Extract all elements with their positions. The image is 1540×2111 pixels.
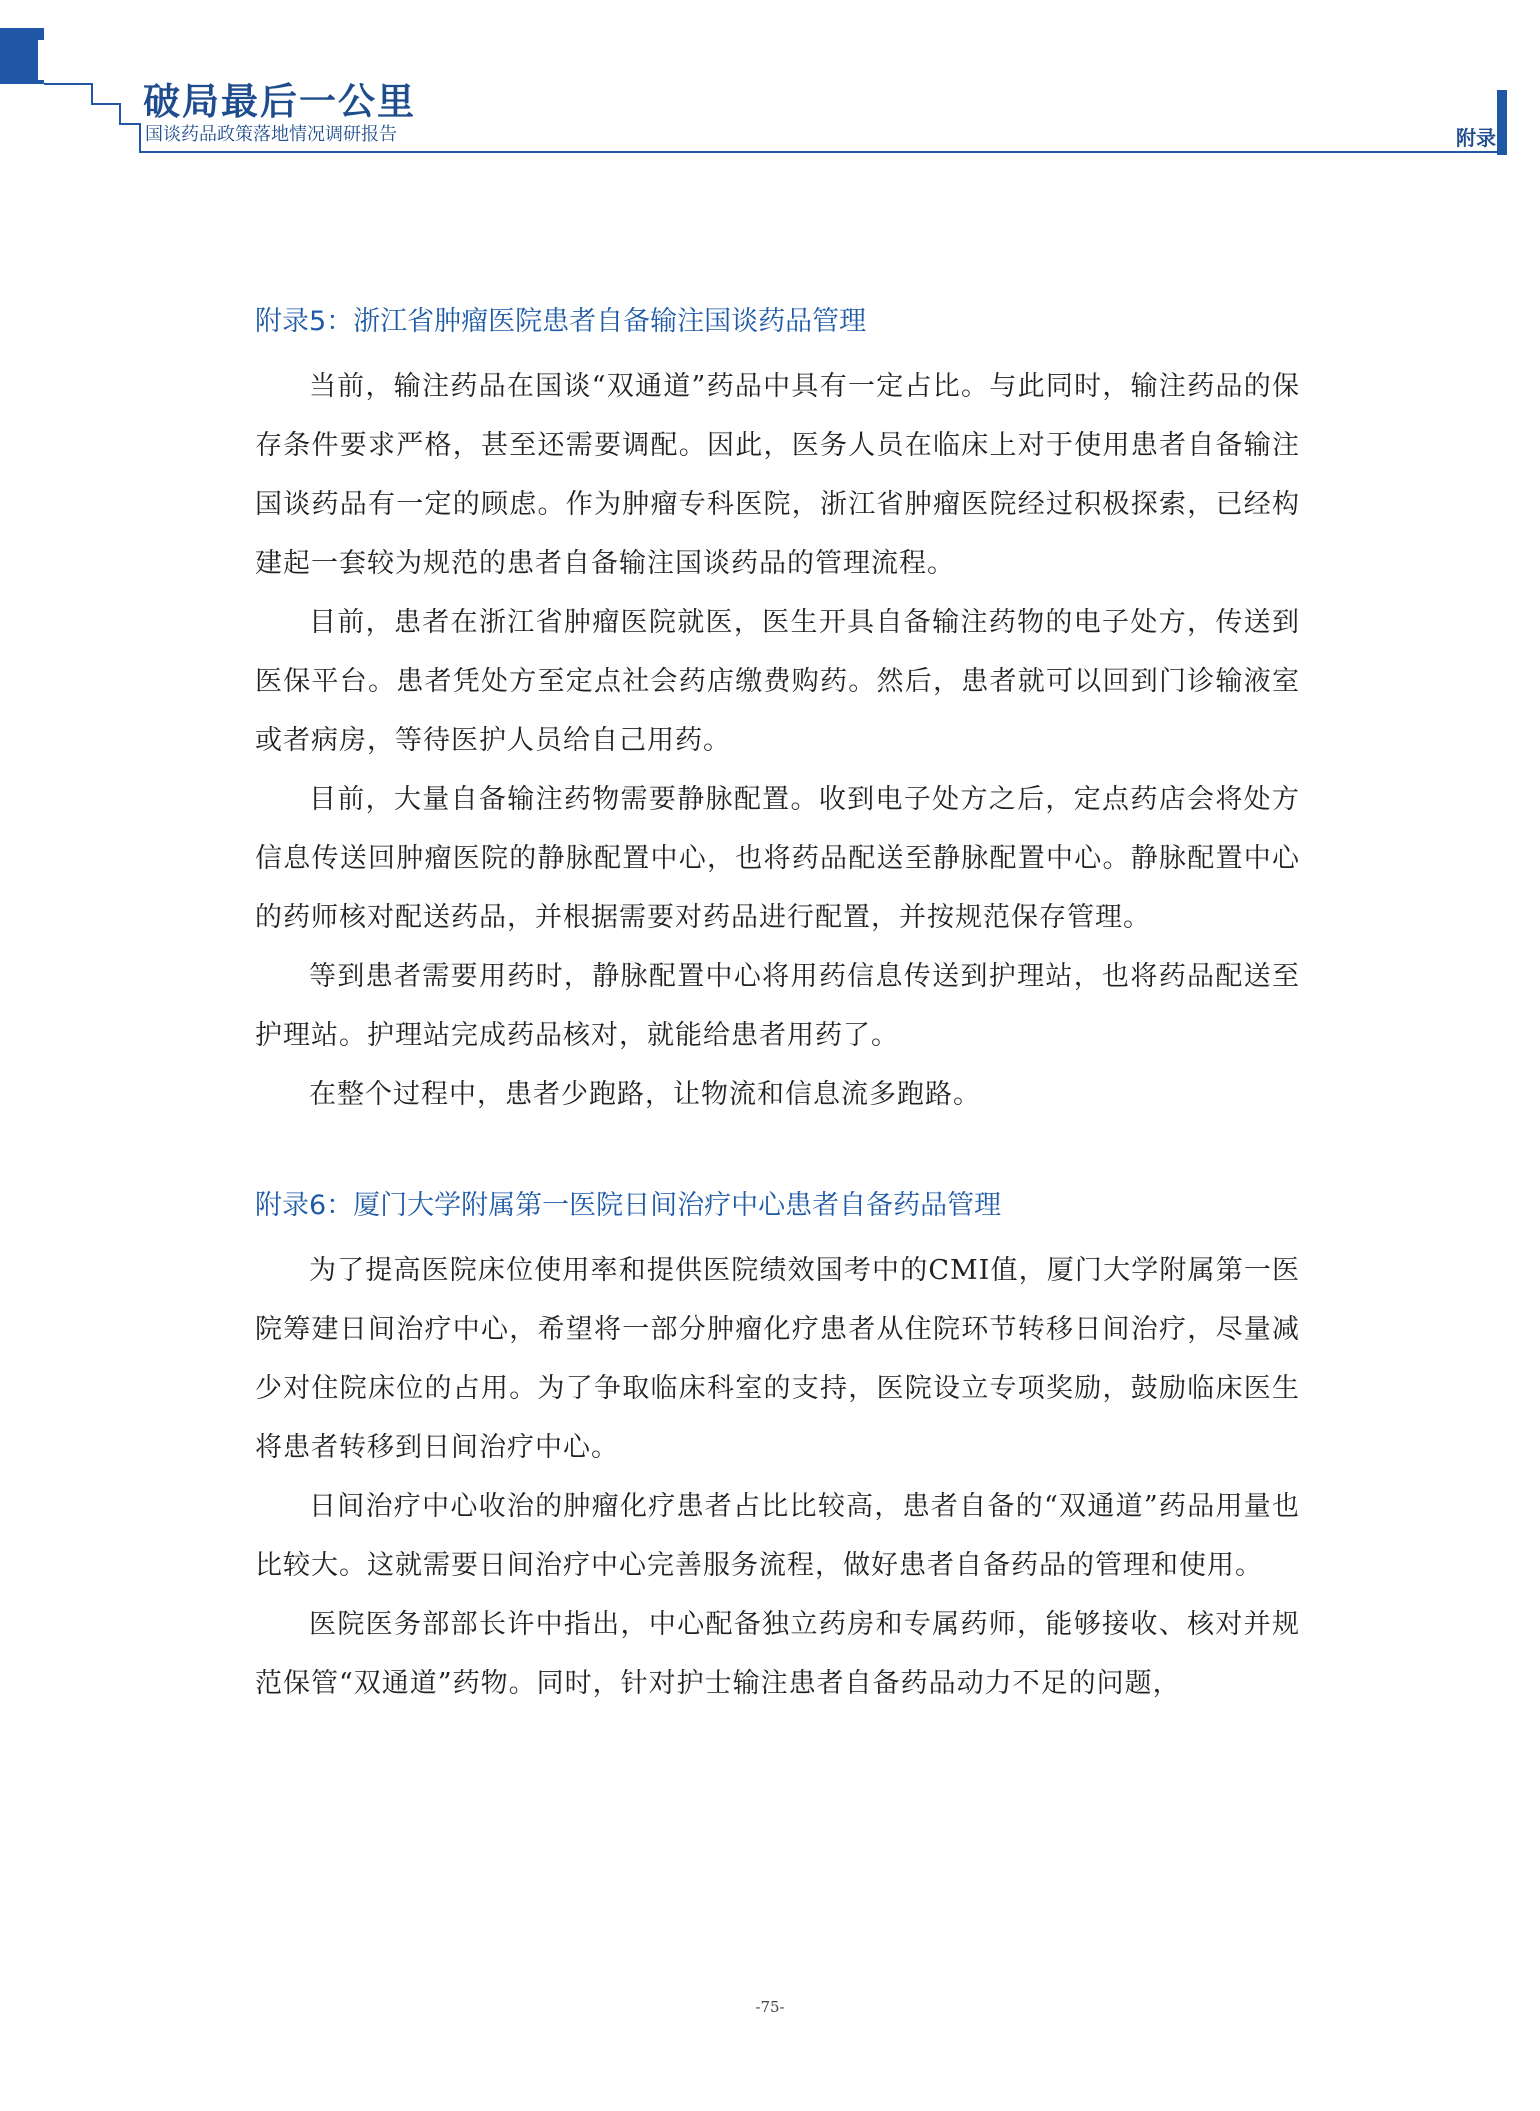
- paragraph: 日间治疗中心收治的肿瘤化疗患者占比比较高，患者自备的“双通道”药品用量也比较大。这就需要日间治疗中心完善服务流程，做好患者自备药品的管理和使用。: [255, 1491, 1300, 1581]
- appendix-6: [255, 1186, 1300, 1713]
- header-corner-notch: [38, 40, 44, 80]
- paragraph: 医院医务部部长许中指出，中心配备独立药房和专属药师，能够接收、核对并规范保管“双通道”药物。同时，针对护士输注患者自备药品动力不足的问题，: [255, 1609, 1300, 1699]
- appendix-5-heading: 附录5：浙江省肿瘤医院患者自备输注国谈药品管理: [255, 306, 867, 337]
- paragraph: 目前，大量自备输注药物需要静脉配置。收到电子处方之后，定点药店会将处方信息传送回肿瘤医院的静脉配置中心，也将药品配送至静脉配置中心。静脉配置中心的药师核对配送药品，并根据需要对药品进行配置，并按规范保存管理。: [255, 784, 1300, 933]
- paragraph: 为了提高医院床位使用率和提供医院绩效国考中的CMI值，厦门大学附属第一医院筹建日间治疗中心，希望将一部分肿瘤化疗患者从住院环节转移日间治疗，尽量减少对住院床位的占用。为了争取临床科室的支持，医院设立专项奖励，鼓励临床医生将患者转移到日间治疗中心。: [255, 1255, 1300, 1463]
- main-content: [255, 302, 1300, 1713]
- section-label: 附录: [1456, 126, 1496, 150]
- appendix-5: [255, 302, 1300, 1124]
- section-marker-bar: [1497, 90, 1507, 155]
- report-title: 破局最后一公里: [143, 80, 416, 123]
- paragraph: 目前，患者在浙江省肿瘤医院就医，医生开具自备输注药物的电子处方，传送到医保平台。患者凭处方至定点社会药店缴费购药。然后，患者就可以回到门诊输液室或者病房，等待医护人员给自己用药。: [255, 607, 1300, 756]
- paragraph: 当前，输注药品在国谈“双通道”药品中具有一定占比。与此同时，输注药品的保存条件要求严格，甚至还需要调配。因此，医务人员在临床上对于使用患者自备输注国谈药品有一定的顾虑。作为肿瘤专科医院，浙江省肿瘤医院经过积极探索，已经构建起一套较为规范的患者自备输注国谈药品的管理流程。: [255, 371, 1300, 579]
- paragraph: 等到患者需要用药时，静脉配置中心将用药信息传送到护理站，也将药品配送至护理站。护理站完成药品核对，就能给患者用药了。: [255, 961, 1300, 1051]
- paragraph: 在整个过程中，患者少跑路，让物流和信息流多跑路。: [309, 1079, 981, 1110]
- page-number: -75-: [755, 1998, 785, 2016]
- header-corner-block: [0, 28, 44, 84]
- report-subtitle: 国谈药品政策落地情况调研报告: [145, 124, 397, 145]
- appendix-6-heading: 附录6：厦门大学附属第一医院日间治疗中心患者自备药品管理: [255, 1190, 1002, 1221]
- page-header: [0, 0, 1540, 170]
